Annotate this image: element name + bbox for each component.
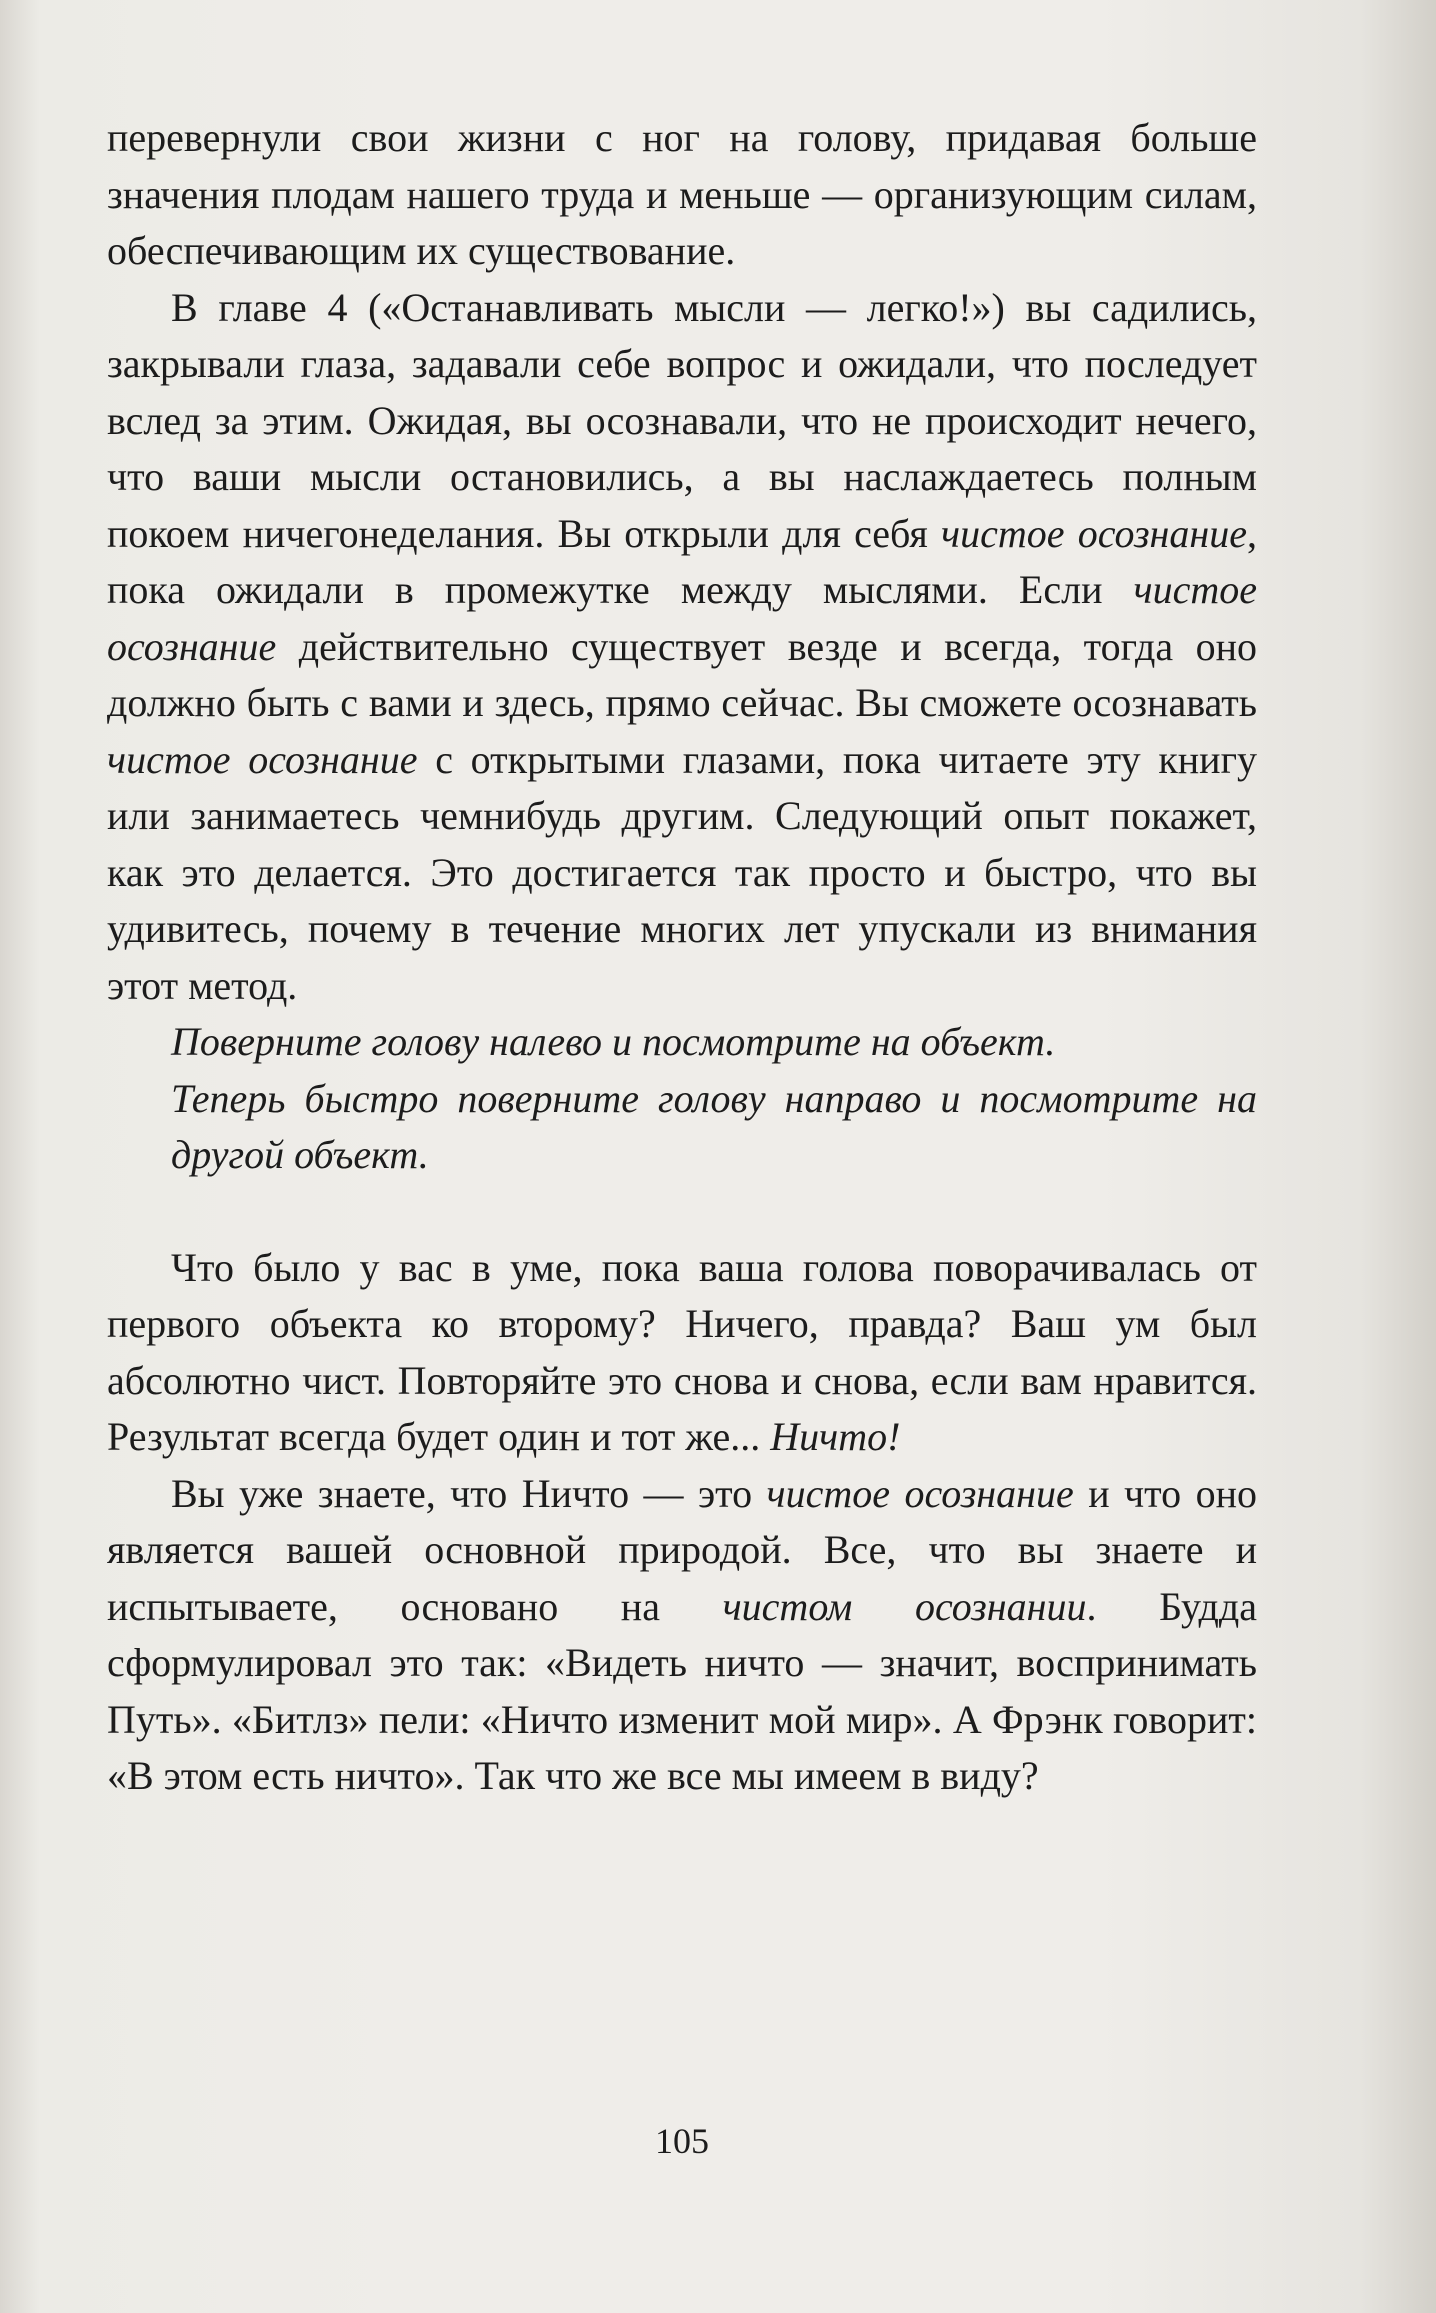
text-segment: с открытыми глазами, пока читаете эту книгу или занимаетесь чемнибудь другим. Следующий опыт покажет, как это делается. Это достигается так просто и быстро, что вы удивитесь, почему в течение многих лет упускали из внимания этот метод. bbox=[107, 736, 1257, 1008]
emphasis-pure-awareness: чистое осознание bbox=[941, 510, 1247, 556]
text-segment: . Будда сформулировал это так: «Видеть ничто — значит, воспринимать Путь». «Битлз» пели: «Ничто изменит мой мир». А Фрэнк говорит: «В этом есть ничто». Так что же все мы имеем в виду? bbox=[107, 1583, 1257, 1798]
exercise-instructions bbox=[107, 1014, 1257, 1184]
text-segment: В главе 4 («Останавливать мысли — легко!») вы садились, закрывали глаза, задавали себе вопрос и ожидали, что последует вслед за этим. Ожидая, вы осознавали, что не происходит нечего, что ваши мысли остановились, а вы наслаждаетесь полным покоем ничегонеделания. Вы открыли для себя bbox=[107, 284, 1257, 556]
paragraph-conclusion bbox=[107, 1466, 1257, 1805]
text-segment: Вы уже знаете, что Ничто — это bbox=[171, 1470, 767, 1516]
instruction-line: Поверните голову налево и посмотрите на объект. bbox=[171, 1019, 1056, 1064]
text-segment: действительно существует везде и всегда, тогда оно должно быть с вами и здесь, прямо сейчас. Вы сможете осознавать bbox=[107, 623, 1257, 725]
emphasis-pure-awareness: чистое осознание bbox=[107, 567, 1257, 669]
text-segment: Что было у вас в уме, пока ваша голова поворачивалась от первого объекта ко второму? Ничего, правда? Ваш ум был абсолютно чист. Повторяйте это снова и снова, если вам нравится. Результат всегда будет один и тот же... bbox=[107, 1244, 1257, 1459]
paragraph-chapter-reference bbox=[107, 280, 1257, 1015]
instruction-line: Теперь быстро поверните голову направо и посмотрите на другой объект. bbox=[171, 1075, 1257, 1177]
page-number: 105 bbox=[655, 2121, 709, 2161]
emphasis-pure-awareness: чистое осознание bbox=[766, 1470, 1074, 1516]
text-segment: , пока ожидали в промежутке между мыслями. Если bbox=[107, 510, 1257, 612]
emphasis-pure-awareness: чистом осознании bbox=[722, 1583, 1087, 1629]
paragraph-result bbox=[107, 1240, 1257, 1466]
paragraph-continuation: перевернули свои жизни с ног на голову, придавая больше значения плодам нашего труда и меньше — организующим силам, обеспечивающим их существование. bbox=[107, 115, 1257, 273]
page-body bbox=[107, 110, 1257, 1805]
text-segment: и что оно является вашей основной природой. Все, что вы знаете и испытываете, основано на bbox=[107, 1470, 1257, 1629]
emphasis-nothing: Ничто! bbox=[770, 1414, 901, 1459]
emphasis-pure-awareness: чистое осознание bbox=[107, 736, 418, 782]
